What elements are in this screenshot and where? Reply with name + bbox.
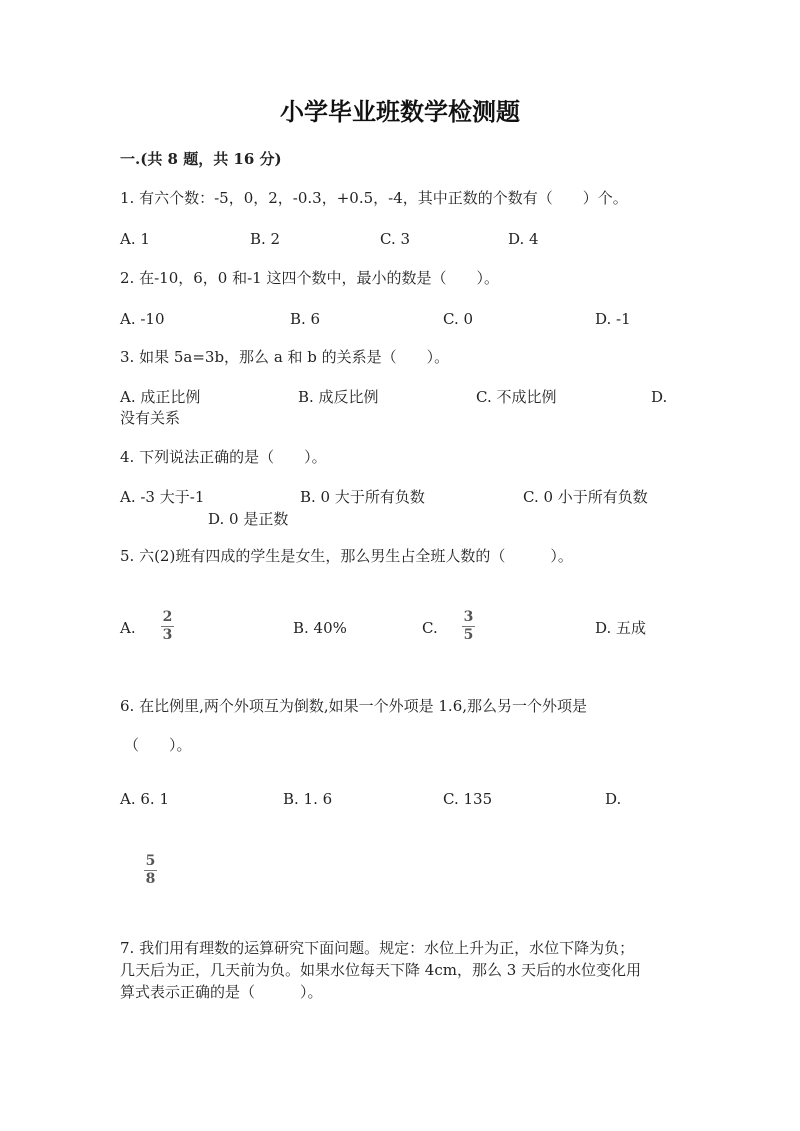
question-6-stem-line-1: 6. 在比例里,两个外项互为倒数,如果一个外项是 1.6,那么另一个外项是	[120, 697, 588, 715]
q4-option-d[interactable]: D. 0 是正数	[208, 510, 289, 528]
fraction-numerator: 5	[145, 853, 156, 869]
q1-option-c[interactable]: C. 3	[380, 230, 411, 248]
q5-option-a[interactable]: A.	[120, 619, 136, 637]
q6-option-c[interactable]: C. 135	[443, 790, 493, 808]
q5-option-a-fraction	[161, 610, 174, 643]
q6-option-d[interactable]: D.	[605, 790, 622, 808]
fraction-numerator: 2	[162, 609, 173, 625]
q1-option-a[interactable]: A. 1	[120, 230, 150, 248]
q3-option-d[interactable]: D.	[651, 388, 668, 406]
q2-option-a[interactable]: A. -10	[120, 310, 165, 328]
question-6-stem-line-2: （ ）。	[124, 736, 192, 754]
question-7-line-2: 几天后为正，几天前为负。如果水位每天下降 4cm，那么 3 天后的水位变化用	[120, 961, 642, 979]
q2-option-d[interactable]: D. -1	[595, 310, 631, 328]
fraction-denominator: 3	[162, 627, 173, 643]
q3-option-d-text[interactable]: 没有关系	[120, 409, 181, 427]
question-2-stem: 2. 在-10，6，0 和-1 这四个数中，最小的数是（ ）。	[120, 269, 499, 287]
q6-option-b[interactable]: B. 1. 6	[283, 790, 333, 808]
q2-option-b[interactable]: B. 6	[290, 310, 321, 328]
q3-option-b[interactable]: B. 成反比例	[298, 388, 379, 406]
section-heading: 一.(共 8 题，共 16 分)	[120, 150, 282, 168]
q5-option-c-fraction	[462, 610, 475, 643]
q4-option-b[interactable]: B. 0 大于所有负数	[300, 488, 425, 506]
fraction-denominator: 8	[145, 871, 156, 887]
q2-option-c[interactable]: C. 0	[443, 310, 474, 328]
fraction-numerator: 3	[463, 609, 474, 625]
q4-option-c[interactable]: C. 0 小于所有负数	[523, 488, 648, 506]
question-4-stem: 4. 下列说法正确的是（ ）。	[120, 448, 327, 466]
question-7-line-3: 算式表示正确的是（ ）。	[120, 983, 323, 1001]
fraction-denominator: 5	[463, 627, 474, 643]
q1-option-b[interactable]: B. 2	[250, 230, 281, 248]
question-1-stem: 1. 有六个数：-5，0，2，-0.3，+0.5，-4，其中正数的个数有（ ）个。	[120, 189, 628, 207]
q3-option-c[interactable]: C. 不成比例	[476, 388, 557, 406]
q5-option-c[interactable]: C.	[422, 619, 438, 637]
q5-option-b[interactable]: B. 40%	[293, 619, 347, 637]
q1-option-d[interactable]: D. 4	[508, 230, 539, 248]
q6-option-a[interactable]: A. 6. 1	[120, 790, 169, 808]
q6-option-d-fraction	[144, 854, 157, 887]
question-7-line-1: 7. 我们用有理数的运算研究下面问题。规定：水位上升为正，水位下降为负；	[120, 939, 635, 957]
q3-option-a[interactable]: A. 成正比例	[120, 388, 201, 406]
page-title: 小学毕业班数学检测题	[280, 97, 520, 126]
q5-option-d[interactable]: D. 五成	[595, 619, 647, 637]
question-3-stem: 3. 如果 5a=3b，那么 a 和 b 的关系是（ ）。	[120, 348, 450, 366]
q4-option-a[interactable]: A. -3 大于-1	[120, 488, 205, 506]
question-5-stem: 5. 六(2)班有四成的学生是女生，那么男生占全班人数的（ ）。	[120, 547, 573, 565]
